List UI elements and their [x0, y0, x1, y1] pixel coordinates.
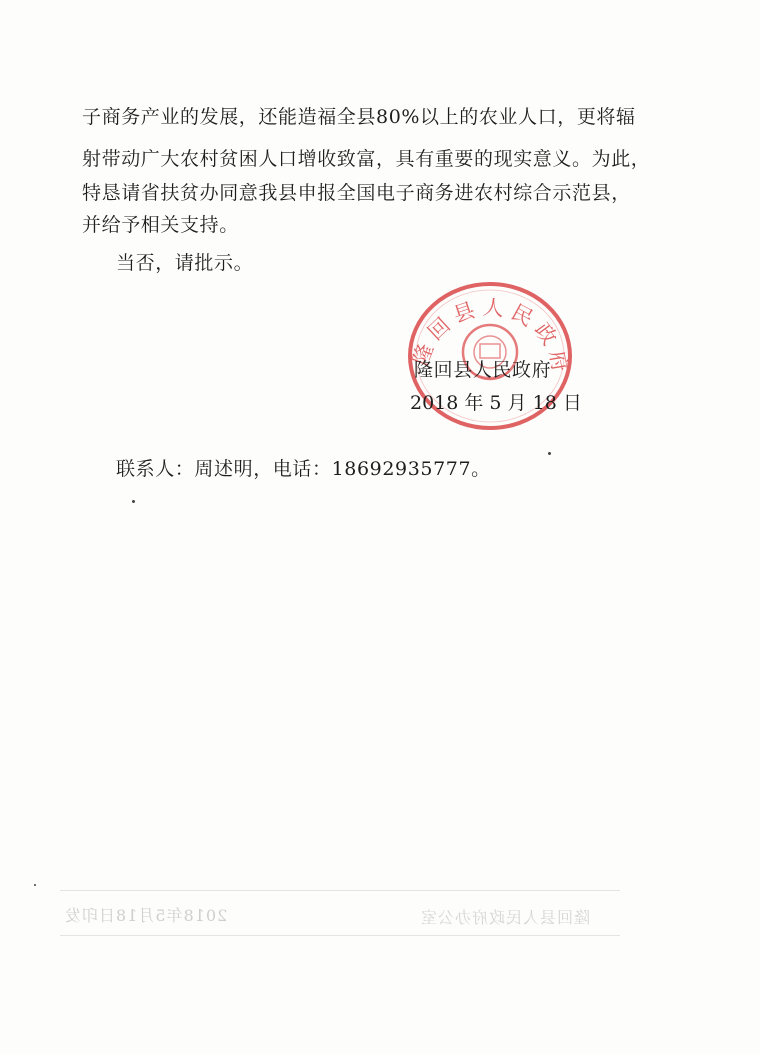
show-through-rule: [60, 935, 620, 936]
contact-info: 联系人：周述明，电话：18692935777。: [116, 458, 491, 480]
svg-text:隆回县人民政府: 隆回县人民政府: [408, 295, 574, 380]
show-through-rule: [60, 890, 620, 891]
approval-request: 当否，请批示。: [116, 252, 254, 274]
scan-speck: [34, 884, 36, 886]
signing-organization: 隆回县人民政府: [414, 359, 552, 381]
body-line-4: 并给予相关支持。: [82, 214, 239, 236]
body-line-2: 射带动广大农村贫困人口增收致富，具有重要的现实意义。为此，: [82, 148, 651, 170]
body-line-3: 特恳请省扶贫办同意我县申报全国电子商务进农村综合示范县，: [82, 182, 631, 204]
scan-speck: [548, 452, 551, 455]
scan-speck: [132, 500, 135, 503]
show-through-text-right: 隆回县人民政府办公室: [420, 908, 591, 927]
show-through-text-left: 2018年5月18日印发: [64, 906, 228, 925]
body-line-1: 子商务产业的发展，还能造福全县80%以上的农业人口，更将辐: [82, 106, 636, 128]
signing-date: 2018 年 5 月 18 日: [410, 392, 582, 414]
